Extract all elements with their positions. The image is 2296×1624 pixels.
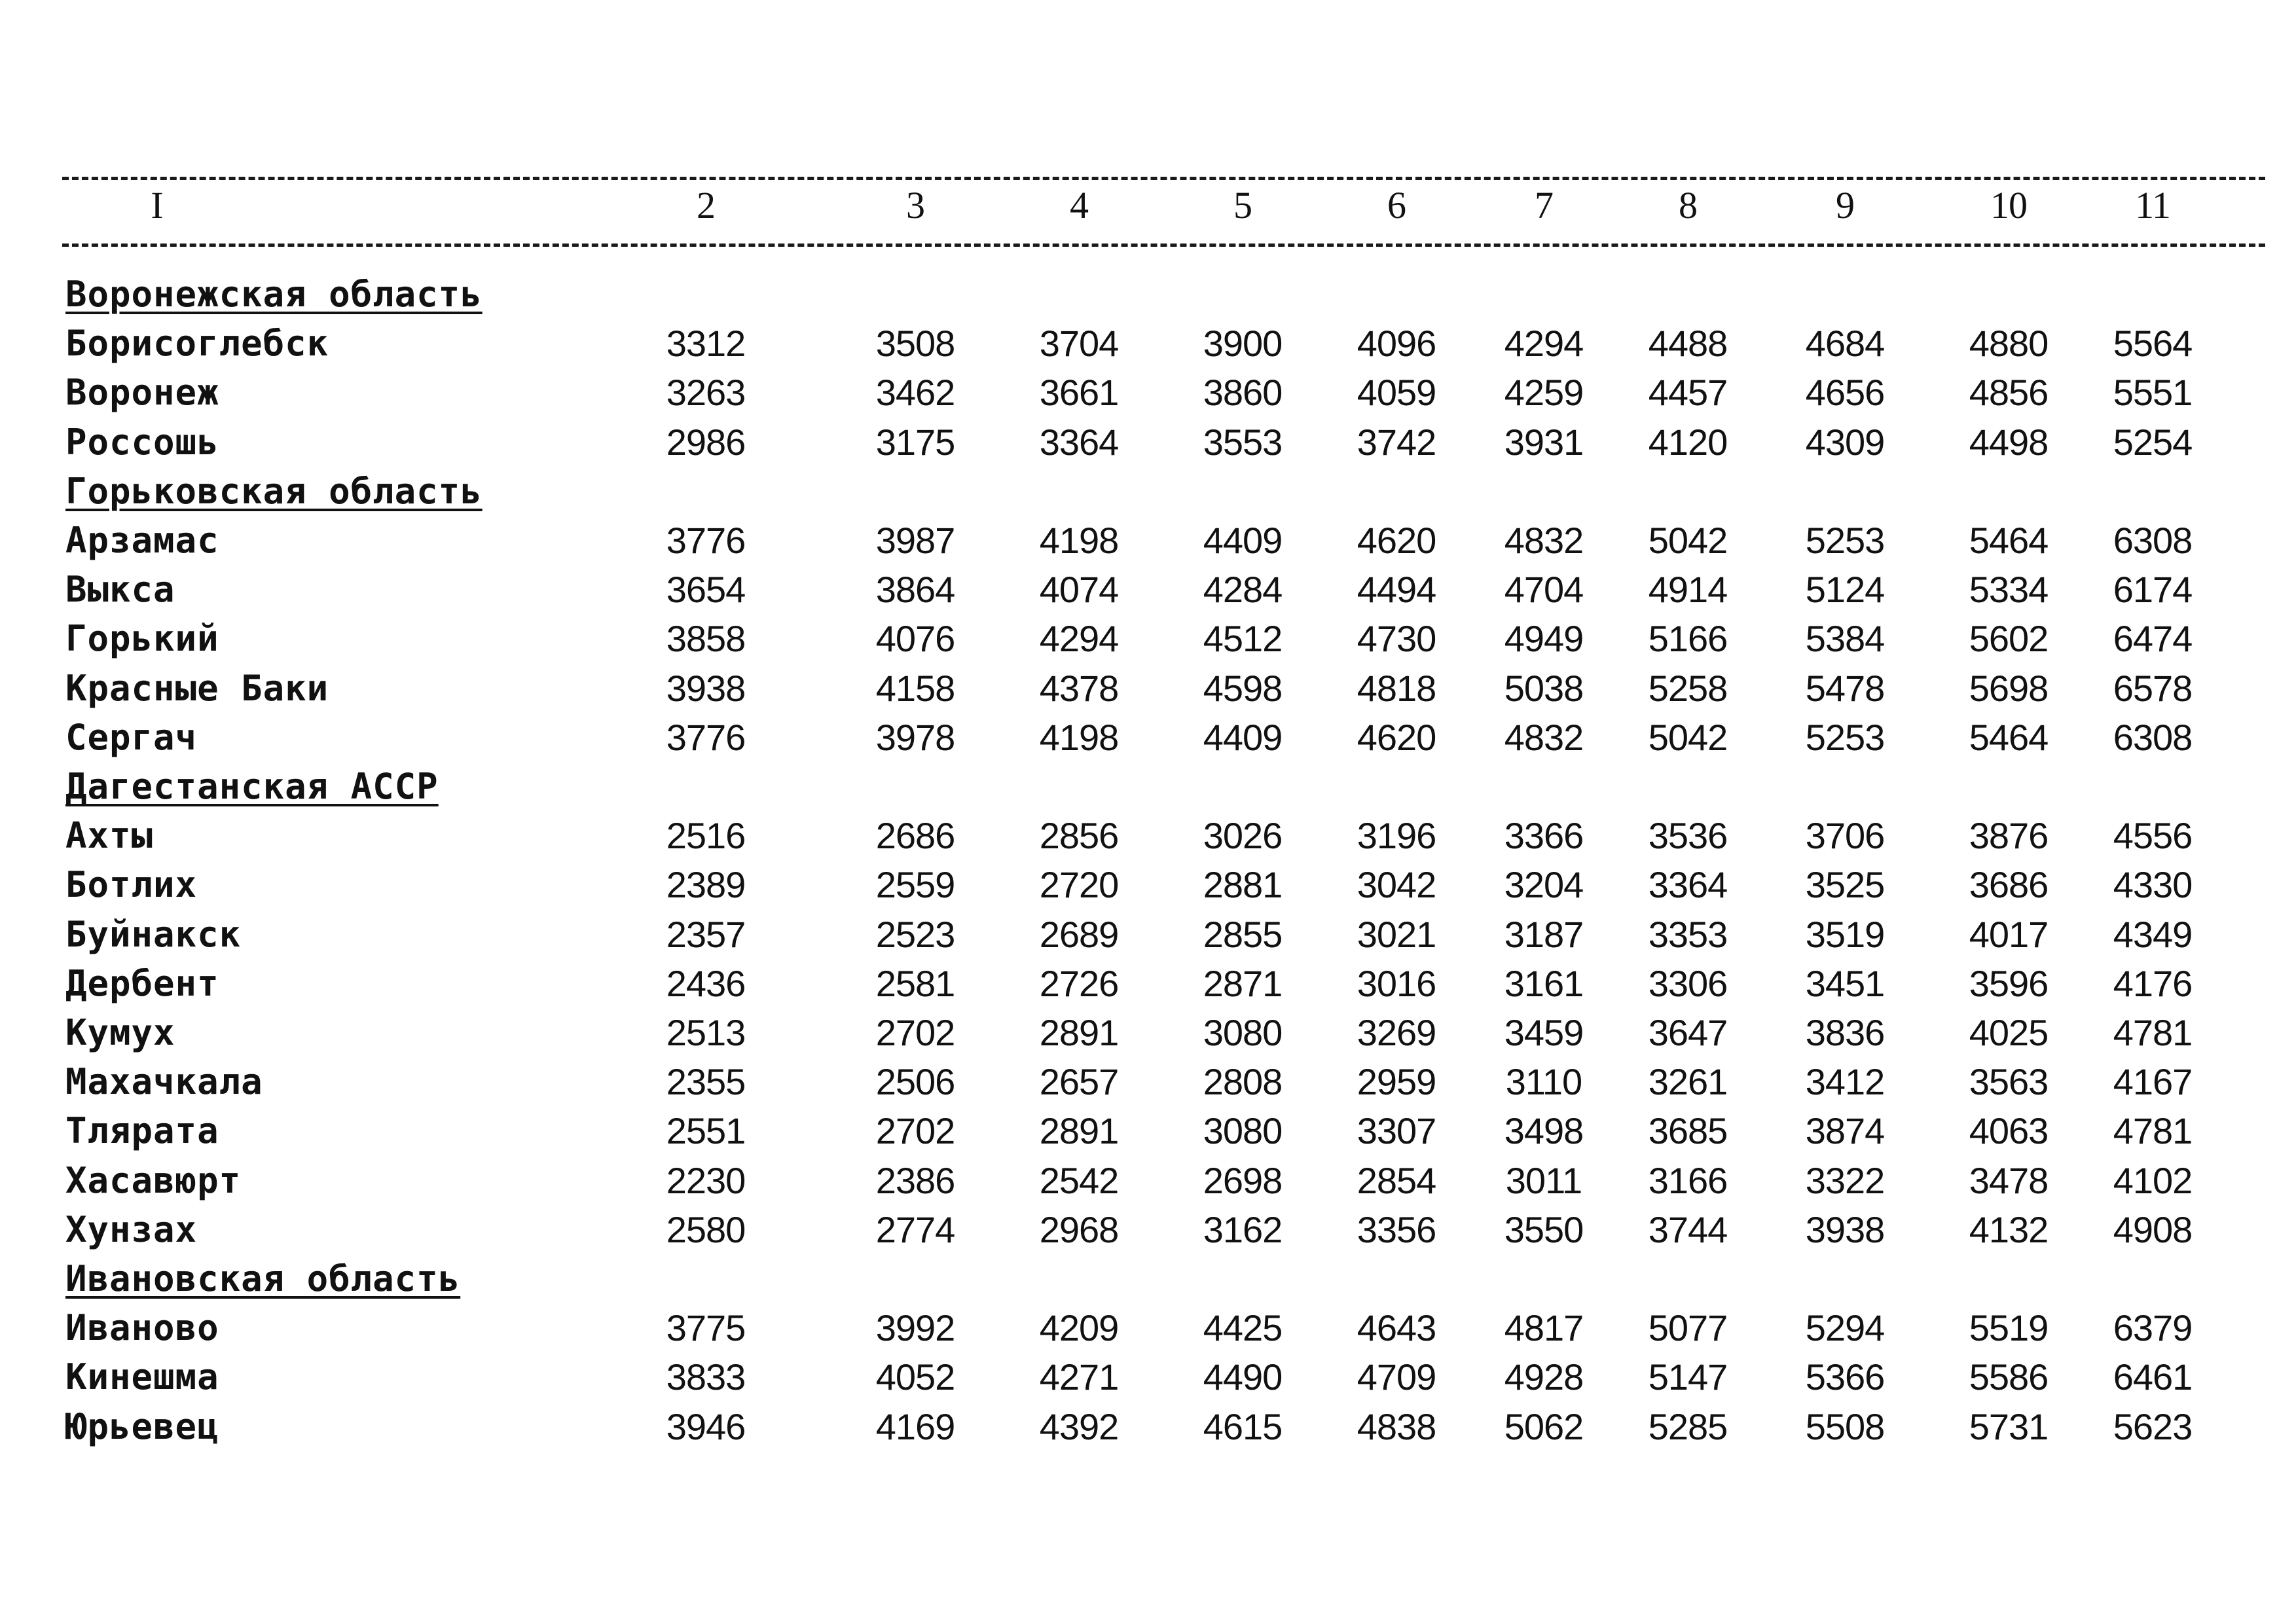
value-cell: 5042 [1648, 520, 1728, 561]
city-name: Тлярата [65, 1110, 219, 1152]
city-name: Ахты [65, 815, 154, 857]
value-cell: 4620 [1357, 716, 1436, 758]
value-cell: 5166 [1648, 618, 1728, 660]
value-cell: 4615 [1203, 1405, 1283, 1447]
table-row [0, 1156, 2296, 1206]
value-cell: 4259 [1504, 372, 1584, 414]
value-cell: 4928 [1504, 1356, 1584, 1398]
value-cell: 2698 [1203, 1159, 1283, 1201]
value-cell: 5253 [1805, 520, 1885, 561]
value-cell: 4271 [1039, 1356, 1119, 1398]
value-cell: 3860 [1203, 372, 1283, 414]
value-cell: 4309 [1805, 421, 1885, 463]
city-name: Воронеж [65, 372, 219, 414]
value-cell: 2891 [1039, 1012, 1119, 1053]
value-cell: 5602 [1969, 618, 2049, 660]
value-cell: 4120 [1648, 421, 1728, 463]
table-row [0, 614, 2296, 664]
section-title: Воронежская область [65, 274, 483, 315]
value-cell: 3992 [875, 1307, 955, 1349]
value-cell: 2506 [875, 1061, 955, 1103]
value-cell: 2542 [1039, 1159, 1119, 1201]
value-cell: 4074 [1039, 569, 1119, 611]
city-name: Хунзах [65, 1208, 198, 1250]
section-title: Ивановская область [65, 1258, 461, 1299]
value-cell: 3508 [875, 323, 955, 365]
value-cell: 3080 [1203, 1110, 1283, 1152]
city-name: Горький [65, 618, 219, 660]
value-cell: 3269 [1357, 1012, 1436, 1053]
value-cell: 6174 [2113, 569, 2193, 611]
value-cell: 2551 [666, 1110, 746, 1152]
value-cell: 3175 [875, 421, 955, 463]
value-cell: 3900 [1203, 323, 1283, 365]
value-cell: 2726 [1039, 962, 1119, 1004]
value-cell: 5586 [1969, 1356, 2049, 1398]
value-cell: 3353 [1648, 913, 1728, 955]
value-cell: 5508 [1805, 1405, 1885, 1447]
value-cell: 3462 [875, 372, 955, 414]
value-cell: 4198 [1039, 520, 1119, 561]
header-cell: 5 [1233, 184, 1252, 226]
value-cell: 5366 [1805, 1356, 1885, 1398]
header-cell: 2 [697, 184, 715, 226]
city-name: Кинешма [65, 1356, 219, 1398]
value-cell: 6461 [2113, 1356, 2193, 1398]
value-cell: 3498 [1504, 1110, 1584, 1152]
top-dashed-rule [62, 177, 2265, 180]
header-row [0, 181, 2296, 230]
header-cell: I [151, 184, 164, 226]
value-cell: 4856 [1969, 372, 2049, 414]
city-name: Россошь [65, 421, 219, 463]
section-heading-row [0, 1254, 2296, 1304]
value-cell: 4457 [1648, 372, 1728, 414]
table-row [0, 1352, 2296, 1402]
value-cell: 3162 [1203, 1208, 1283, 1250]
value-cell: 2871 [1203, 962, 1283, 1004]
value-cell: 5042 [1648, 716, 1728, 758]
value-cell: 3536 [1648, 815, 1728, 857]
value-cell: 5464 [1969, 520, 2049, 561]
table-row [0, 1303, 2296, 1353]
value-cell: 4512 [1203, 618, 1283, 660]
value-cell: 3987 [875, 520, 955, 561]
table-row [0, 910, 2296, 960]
value-cell: 2230 [666, 1159, 746, 1201]
table-row [0, 811, 2296, 861]
city-name: Арзамас [65, 520, 219, 561]
value-cell: 4490 [1203, 1356, 1283, 1398]
value-cell: 5551 [2113, 372, 2193, 414]
value-cell: 4284 [1203, 569, 1283, 611]
value-cell: 4643 [1357, 1307, 1436, 1349]
value-cell: 4817 [1504, 1307, 1584, 1349]
value-cell: 3776 [666, 520, 746, 561]
value-cell: 5464 [1969, 716, 2049, 758]
value-cell: 3647 [1648, 1012, 1728, 1053]
value-cell: 2386 [875, 1159, 955, 1201]
value-cell: 3686 [1969, 864, 2049, 906]
value-cell: 3550 [1504, 1208, 1584, 1250]
header-cell: 11 [2135, 184, 2170, 226]
value-cell: 3596 [1969, 962, 2049, 1004]
value-cell: 3685 [1648, 1110, 1728, 1152]
table-row [0, 418, 2296, 467]
value-cell: 5285 [1648, 1405, 1728, 1447]
value-cell: 3364 [1648, 864, 1728, 906]
value-cell: 3306 [1648, 962, 1728, 1004]
value-cell: 4063 [1969, 1110, 2049, 1152]
value-cell: 2720 [1039, 864, 1119, 906]
value-cell: 3864 [875, 569, 955, 611]
value-cell: 4832 [1504, 716, 1584, 758]
table-row [0, 1008, 2296, 1058]
value-cell: 2808 [1203, 1061, 1283, 1103]
value-cell: 4709 [1357, 1356, 1436, 1398]
value-cell: 2891 [1039, 1110, 1119, 1152]
value-cell: 3704 [1039, 323, 1119, 365]
value-cell: 3478 [1969, 1159, 2049, 1201]
city-name: Красные Баки [65, 667, 329, 709]
value-cell: 2580 [666, 1208, 746, 1250]
value-cell: 5254 [2113, 421, 2193, 463]
value-cell: 3563 [1969, 1061, 2049, 1103]
section-title: Дагестанская АССР [65, 766, 439, 807]
value-cell: 5147 [1648, 1356, 1728, 1398]
value-cell: 4169 [875, 1405, 955, 1447]
value-cell: 3876 [1969, 815, 2049, 857]
value-cell: 3654 [666, 569, 746, 611]
value-cell: 2856 [1039, 815, 1119, 857]
value-cell: 4132 [1969, 1208, 2049, 1250]
value-cell: 6474 [2113, 618, 2193, 660]
value-cell: 6578 [2113, 667, 2193, 709]
value-cell: 4556 [2113, 815, 2193, 857]
value-cell: 5124 [1805, 569, 1885, 611]
header-cell: 10 [1990, 184, 2027, 226]
value-cell: 3525 [1805, 864, 1885, 906]
table-row [0, 1402, 2296, 1452]
table-row [0, 860, 2296, 910]
value-cell: 3026 [1203, 815, 1283, 857]
city-name: Выкса [65, 569, 175, 611]
table-row [0, 1106, 2296, 1156]
city-name: Сергач [65, 716, 198, 758]
value-cell: 3196 [1357, 815, 1436, 857]
value-cell: 4198 [1039, 716, 1119, 758]
table-row [0, 319, 2296, 369]
value-cell: 5519 [1969, 1307, 2049, 1349]
value-cell: 4409 [1203, 520, 1283, 561]
value-cell: 3042 [1357, 864, 1436, 906]
value-cell: 4059 [1357, 372, 1436, 414]
value-cell: 5384 [1805, 618, 1885, 660]
value-cell: 5077 [1648, 1307, 1728, 1349]
value-cell: 4914 [1648, 569, 1728, 611]
table-row [0, 368, 2296, 418]
value-cell: 3161 [1504, 962, 1584, 1004]
value-cell: 2686 [875, 815, 955, 857]
table-row [0, 516, 2296, 566]
value-cell: 2774 [875, 1208, 955, 1250]
value-cell: 4880 [1969, 323, 2049, 365]
city-name: Хасавюрт [65, 1159, 242, 1201]
value-cell: 3412 [1805, 1061, 1885, 1103]
city-name: Кумух [65, 1012, 175, 1053]
value-cell: 4488 [1648, 323, 1728, 365]
value-cell: 3364 [1039, 421, 1119, 463]
value-cell: 2513 [666, 1012, 746, 1053]
value-cell: 3459 [1504, 1012, 1584, 1053]
value-cell: 4017 [1969, 913, 2049, 955]
header-cell: 3 [906, 184, 924, 226]
value-cell: 6379 [2113, 1307, 2193, 1349]
value-cell: 3366 [1504, 815, 1584, 857]
value-cell: 2355 [666, 1061, 746, 1103]
value-cell: 2854 [1357, 1159, 1436, 1201]
value-cell: 4025 [1969, 1012, 2049, 1053]
value-cell: 2881 [1203, 864, 1283, 906]
value-cell: 3775 [666, 1307, 746, 1349]
value-cell: 5038 [1504, 667, 1584, 709]
value-cell: 3261 [1648, 1061, 1728, 1103]
value-cell: 5258 [1648, 667, 1728, 709]
value-cell: 6308 [2113, 520, 2193, 561]
value-cell: 3187 [1504, 913, 1584, 955]
value-cell: 2581 [875, 962, 955, 1004]
value-cell: 3312 [666, 323, 746, 365]
value-cell: 4167 [2113, 1061, 2193, 1103]
value-cell: 2357 [666, 913, 746, 955]
value-cell: 2559 [875, 864, 955, 906]
value-cell: 3946 [666, 1405, 746, 1447]
value-cell: 3519 [1805, 913, 1885, 955]
value-cell: 4052 [875, 1356, 955, 1398]
value-cell: 4096 [1357, 323, 1436, 365]
value-cell: 3263 [666, 372, 746, 414]
value-cell: 2855 [1203, 913, 1283, 955]
value-cell: 4684 [1805, 323, 1885, 365]
value-cell: 5062 [1504, 1405, 1584, 1447]
value-cell: 4176 [2113, 962, 2193, 1004]
value-cell: 3836 [1805, 1012, 1885, 1053]
value-cell: 4409 [1203, 716, 1283, 758]
value-cell: 4378 [1039, 667, 1119, 709]
value-cell: 3744 [1648, 1208, 1728, 1250]
value-cell: 4494 [1357, 569, 1436, 611]
value-cell: 5334 [1969, 569, 2049, 611]
value-cell: 4656 [1805, 372, 1885, 414]
value-cell: 2986 [666, 421, 746, 463]
section-heading-row [0, 467, 2296, 516]
section-heading-row [0, 270, 2296, 319]
value-cell: 4425 [1203, 1307, 1283, 1349]
value-cell: 3833 [666, 1356, 746, 1398]
header-dashed-rule [62, 244, 2265, 247]
table-row [0, 959, 2296, 1009]
value-cell: 5731 [1969, 1405, 2049, 1447]
section-title: Горьковская область [65, 470, 483, 512]
value-cell: 3978 [875, 716, 955, 758]
value-cell: 3356 [1357, 1208, 1436, 1250]
value-cell: 4781 [2113, 1110, 2193, 1152]
value-cell: 5478 [1805, 667, 1885, 709]
value-cell: 5253 [1805, 716, 1885, 758]
city-name: Буйнакск [65, 913, 242, 955]
value-cell: 4158 [875, 667, 955, 709]
table-row [0, 664, 2296, 713]
value-cell: 4949 [1504, 618, 1584, 660]
value-cell: 6308 [2113, 716, 2193, 758]
header-cell: 7 [1535, 184, 1553, 226]
value-cell: 5698 [1969, 667, 2049, 709]
value-cell: 5623 [2113, 1405, 2193, 1447]
value-cell: 3874 [1805, 1110, 1885, 1152]
value-cell: 4781 [2113, 1012, 2193, 1053]
value-cell: 3322 [1805, 1159, 1885, 1201]
value-cell: 4294 [1039, 618, 1119, 660]
value-cell: 4294 [1504, 323, 1584, 365]
city-name: Дербент [65, 962, 219, 1004]
value-cell: 3307 [1357, 1110, 1436, 1152]
value-cell: 4908 [2113, 1208, 2193, 1250]
value-cell: 3553 [1203, 421, 1283, 463]
value-cell: 2689 [1039, 913, 1119, 955]
value-cell: 3776 [666, 716, 746, 758]
value-cell: 4102 [2113, 1159, 2193, 1201]
value-cell: 3938 [1805, 1208, 1885, 1250]
value-cell: 3110 [1505, 1061, 1582, 1103]
value-cell: 4620 [1357, 520, 1436, 561]
value-cell: 4818 [1357, 667, 1436, 709]
value-cell: 4392 [1039, 1405, 1119, 1447]
value-cell: 4704 [1504, 569, 1584, 611]
value-cell: 3938 [666, 667, 746, 709]
value-cell: 2523 [875, 913, 955, 955]
value-cell: 4209 [1039, 1307, 1119, 1349]
value-cell: 3931 [1504, 421, 1584, 463]
value-cell: 4349 [2113, 913, 2193, 955]
city-name: Махачкала [65, 1061, 263, 1103]
value-cell: 3016 [1357, 962, 1436, 1004]
value-cell: 3451 [1805, 962, 1885, 1004]
value-cell: 3080 [1203, 1012, 1283, 1053]
header-cell: 9 [1836, 184, 1854, 226]
value-cell: 3742 [1357, 421, 1436, 463]
value-cell: 2702 [875, 1012, 955, 1053]
value-cell: 3706 [1805, 815, 1885, 857]
value-cell: 2389 [666, 864, 746, 906]
value-cell: 3021 [1357, 913, 1436, 955]
header-cell: 4 [1070, 184, 1088, 226]
value-cell: 4832 [1504, 520, 1584, 561]
value-cell: 3166 [1648, 1159, 1728, 1201]
value-cell: 4076 [875, 618, 955, 660]
value-cell: 4498 [1969, 421, 2049, 463]
value-cell: 2959 [1357, 1061, 1436, 1103]
table-row [0, 565, 2296, 615]
value-cell: 5564 [2113, 323, 2193, 365]
city-name: Иваново [65, 1307, 219, 1349]
value-cell: 3204 [1504, 864, 1584, 906]
header-cell: 8 [1679, 184, 1697, 226]
value-cell: 3011 [1505, 1159, 1582, 1201]
table-row [0, 713, 2296, 763]
table-row [0, 1057, 2296, 1107]
city-name: Борисоглебск [65, 323, 329, 365]
table-row [0, 1205, 2296, 1255]
value-cell: 2968 [1039, 1208, 1119, 1250]
value-cell: 3661 [1039, 372, 1119, 414]
section-heading-row [0, 762, 2296, 812]
value-cell: 4598 [1203, 667, 1283, 709]
value-cell: 4330 [2113, 864, 2193, 906]
value-cell: 2657 [1039, 1061, 1119, 1103]
value-cell: 5294 [1805, 1307, 1885, 1349]
city-name: Ботлих [65, 864, 198, 906]
city-name: Юрьевец [65, 1405, 219, 1447]
header-cell: 6 [1387, 184, 1406, 226]
value-cell: 2436 [666, 962, 746, 1004]
value-cell: 2702 [875, 1110, 955, 1152]
value-cell: 4838 [1357, 1405, 1436, 1447]
value-cell: 4730 [1357, 618, 1436, 660]
value-cell: 2516 [666, 815, 746, 857]
value-cell: 3858 [666, 618, 746, 660]
